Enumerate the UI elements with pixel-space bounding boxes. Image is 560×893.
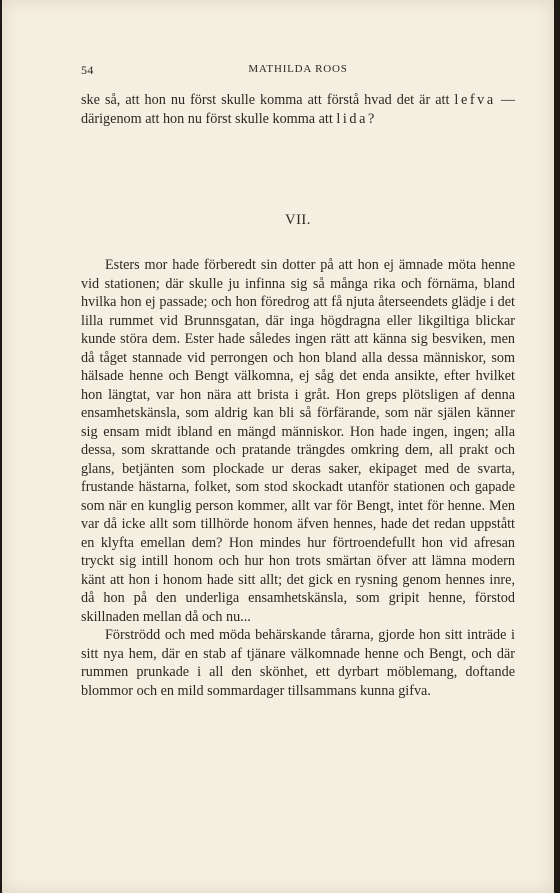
emphasized-word-suffer: lida bbox=[336, 110, 369, 127]
opening-paragraph bbox=[81, 91, 515, 128]
chapter-paragraph-1: Esters mor hade förberedt sin dotter på att hon ej ämnade möta henne vid stationen; där skulle ju infinna sig så många rika och förnäma, bland hvilka hon ej passade; och hon föredrog att få njuta återseendets glädje i det lilla rummet vid Brunnsgatan, där inga högdragna eller likgiltiga blickar kunde störa dem. Ester hade således ingen rätt att känna sig besviken, men då tåget stannade vid perrongen och hon bland alla dessa människor, som hälsade henne och Bengt välkomna, ej såg det enda ansikte, efter hvilket hon längtat, var hon nära att brista i gråt. Hon greps plötsligen af denna ensamhetskänsla, som aldrig kan bli så förfärande, som när själen känner sig ensam midt ibland en mängd människor. Hon hade ingen, ingen; alla dessa, som skrattande och pratande trängdes omkring dem, all prakt och glans, betjänten som plockade ur deras saker, ekipaget med de svarta, frustande hästarna, folket, som stod skockadt utanför stationen och gapade som när en kunglig person kommer, allt var för Bengt, intet för henne. Men var då icke allt som tillhörde honom äfven hennes, hade det redan uppstått en klyfta emellan dem? Hon mindes hur förtroendefullt hon vid afresan tryckt sig intill honom och hur hon trots smärtan öfver att lämna modern känt att hon i honom hade sitt allt; det gick en rysning genom hennes inre, då hon på den underliga ensamhetskänsla, som gripit henne, förstod skillnaden mellan då och nu... bbox=[81, 257, 515, 625]
page-header bbox=[81, 61, 515, 81]
opening-text bbox=[81, 91, 515, 128]
emphasized-word-live: lefva bbox=[454, 92, 496, 108]
opening-text-part-1: ske så, att hon nu först skulle komma att förstå hvad det är att bbox=[81, 92, 455, 108]
page-number: 54 bbox=[81, 63, 94, 77]
chapter-paragraph-2: Förströdd och med möda behärskande tårarna, gjorde hon sitt inträde i sitt nya hem, där en stab af tjänare välkomnade henne och Bengt, och där rummen prunkade i all den skönhet, ett dyrbart möblemang, doftande blommor och en mild sommardager tillsammans kunna gifva. bbox=[81, 627, 515, 699]
chapter-heading: VII. bbox=[285, 212, 311, 228]
running-head: MATHILDA ROOS bbox=[248, 63, 348, 75]
book-page bbox=[2, 0, 554, 893]
chapter-text bbox=[81, 256, 515, 700]
opening-text-part-3: ? bbox=[368, 110, 375, 127]
opening-text-part-2: — därigenom att hon nu först skulle komma att bbox=[81, 92, 515, 127]
